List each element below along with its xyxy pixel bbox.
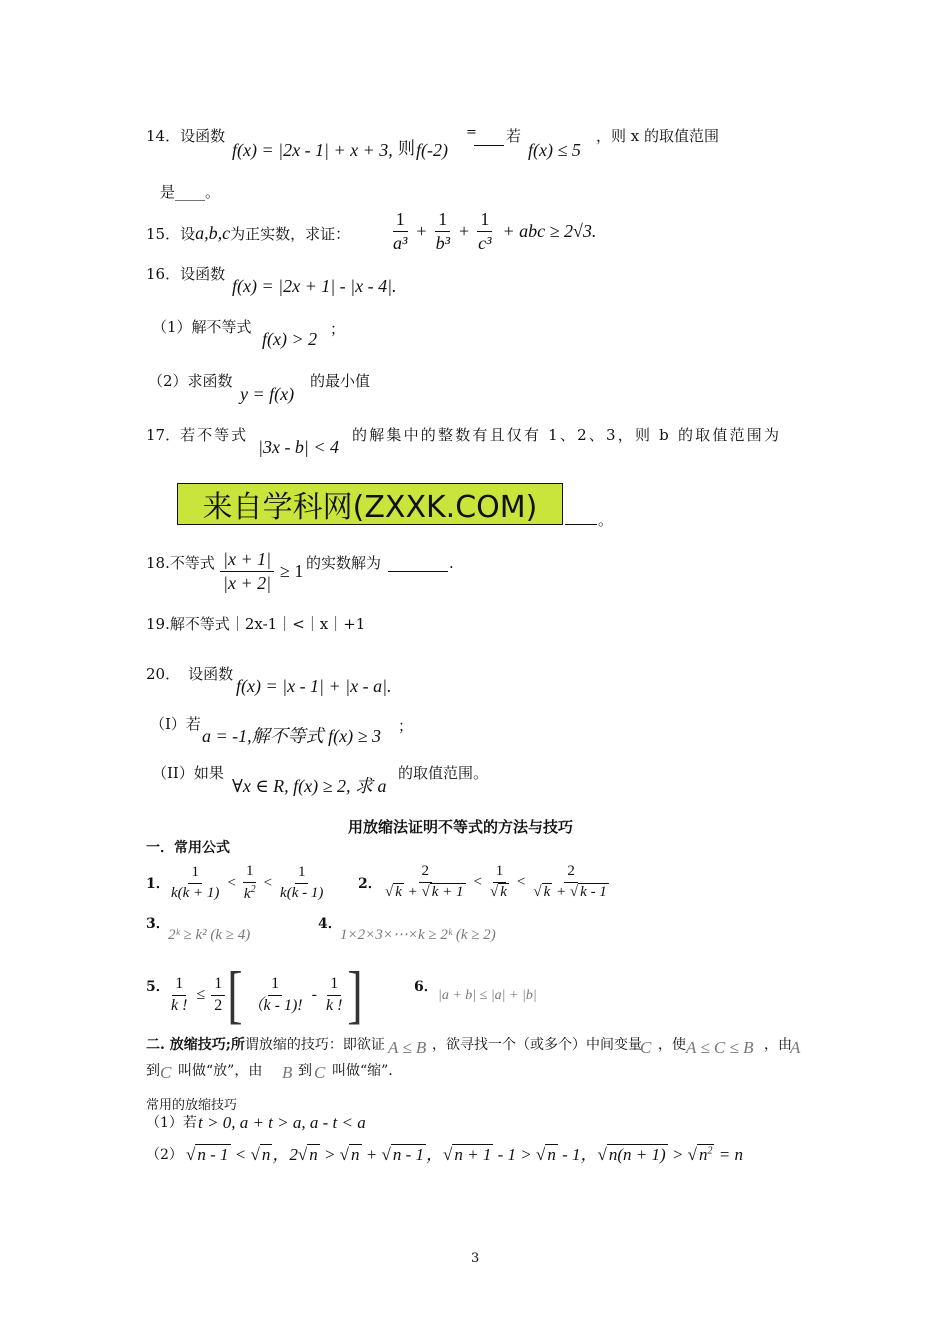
q16-part1: （1）解不等式 (152, 318, 252, 336)
section-line2-d: 叫做“缩”． (332, 1063, 403, 1079)
q18-tail: 的实数解为 (306, 554, 382, 572)
q14-ruo: 若 (506, 127, 522, 145)
q17-line (146, 428, 248, 443)
q20-part2: （II）如果 (152, 764, 224, 782)
q14-cond: f(x) ≤ 5 (528, 140, 581, 160)
section-h1: 一．常用公式 (146, 840, 230, 856)
page-number: 3 (471, 1251, 480, 1266)
formula-6-label: 6． (414, 979, 438, 995)
section-h2-m4: A (790, 1038, 801, 1057)
q17-end: 。 (598, 511, 614, 529)
q15-rhs: + abc ≥ 2√3. (502, 221, 597, 242)
section-h2-m1: A ≤ B (388, 1038, 427, 1057)
q15-number: 15． (146, 225, 181, 243)
q16-part1-end: ； (330, 320, 346, 338)
section-line2-a: 到 (146, 1063, 160, 1079)
q18-number: 18. (146, 554, 170, 572)
formula-3-label: 3． (146, 916, 170, 932)
trick-2-label: （2） (146, 1147, 183, 1163)
section-line2-m3: C (314, 1063, 326, 1082)
q15-formula: $\frac{1}{\text{a³}}$ + $\frac{1}{\text{b³}}$ + $\frac{1}{\text{c³}}$ + abc ≥ 2√3. (388, 210, 596, 253)
q14-tail: ，则 x 的取值范围 (596, 127, 719, 145)
q16-func: f(x) = |2x + 1| - |x - 4|. (232, 276, 397, 296)
q14-blank (474, 144, 504, 146)
formula-6: |a + b| ≤ |a| + |b| (438, 988, 537, 1003)
q14-eq: = (466, 125, 477, 140)
formula-1-label: 1． (146, 876, 170, 892)
q20-part1-end: ； (398, 717, 414, 735)
formula-2: $\frac{2}{√ k + √ k + 1}$ < $\frac{1}{√ k}$ < $\frac{2}{√ k + √ k - 1}$ (385, 863, 607, 900)
q18-blank (388, 570, 448, 572)
q17-number: 17． (146, 426, 181, 444)
q19-text: 19.解不等式｜2x-1｜<｜x｜+1 (146, 615, 366, 633)
q14-number: 14． (146, 127, 181, 145)
q20-line (146, 667, 233, 682)
formula-5: $\frac{1}{k !}$ ≤ $\frac{1}{2}$ [ $\frac{1}{(k - 1)!}$ - $\frac{1}{k !}$ ] (171, 958, 363, 1030)
q16-part2: （2）求函数 (148, 372, 233, 390)
q15-frac1: $\frac{1}{\text{a³}}$ (393, 209, 408, 253)
section-h2-m3: A ≤ C ≤ B (686, 1038, 754, 1057)
q18-end: . (449, 554, 454, 572)
q14-func: f(x) = |2x - 1| + x + 3, (232, 140, 393, 160)
q20-func: f(x) = |x - 1| + |x - a|. (236, 676, 392, 696)
section-h2-text2: ，欲寻找一个（或多个）中间变量 (432, 1037, 642, 1053)
q16-number: 16． (146, 265, 181, 283)
q20-intro: 设函数 (188, 665, 234, 683)
section-line2-m2: B (282, 1063, 293, 1082)
q15-mid: 为正实数，求证： (230, 225, 351, 243)
q14-line2: 是____。 (160, 183, 221, 201)
q20-part1-math: a = -1,解不等式 f(x) ≥ 3 (202, 726, 381, 746)
section-title: 用放缩法证明不等式的方法与技巧 (348, 818, 574, 836)
section-h2-text: 谓放缩的技巧：即欲证 (244, 1037, 385, 1053)
q14-intro: 设函数 (180, 127, 226, 145)
q14-then: 则 (398, 139, 415, 159)
formula-1: $\frac{1}{k(k + 1)}$ < $\frac{1}{k^2}$ < $\frac{1}{k(k - 1)}$ (171, 863, 324, 902)
q20-number: 20． (146, 665, 181, 683)
section-h2-text3: ，使 (658, 1037, 686, 1053)
q20-part2-end: 的取值范围。 (398, 764, 489, 782)
q18-intro: 不等式 (169, 554, 215, 572)
q16-line (146, 267, 225, 282)
q20-part2-math: ∀x ∈ R, f(x) ≥ 2, 求 a (232, 776, 387, 796)
q18-formula: $\frac{|x + 1|}{|x + 2|}$ ≥ 1 (218, 550, 303, 593)
tricks-title: 常用的放缩技巧 (146, 1098, 238, 1113)
q17-tail: 的解集中的整数有且仅有 1、2、3，则 b 的取值范围为 (352, 426, 782, 444)
section-h2-text4: ，由 (764, 1037, 792, 1053)
q18-label (146, 556, 215, 571)
q16-intro: 设函数 (180, 265, 226, 283)
watermark-banner: 来自学科网(ZXXK.COM) (177, 483, 563, 525)
q15-intro: 设 (180, 225, 196, 243)
section-h2-line (146, 1038, 385, 1052)
section-line2-m1: C (160, 1063, 172, 1082)
formula-4-label: 4． (318, 916, 342, 932)
trick-2-math: √ n - 1 < √ n ，2√ n > √ n + √ n - 1 ，√ n + 1 - 1 > √ n - 1，√ n(n + 1) > √ $n^2 = n$ (186, 1145, 743, 1164)
q18-frac: $\frac{|x + 1|}{|x + 2|}$ (220, 550, 274, 593)
trick-1-math: t > 0, a + t > a, a - t < a (198, 1113, 366, 1132)
q15-vars: a,b,c (195, 223, 231, 243)
section-line2-b: 叫做“放”，由 (178, 1063, 263, 1079)
q15-frac2: $\frac{1}{\text{b³}}$ (435, 209, 450, 253)
trick-1-label: （1）若 (146, 1115, 197, 1131)
q14-line1 (146, 129, 225, 144)
formula-4: 1×2×3×⋯×k ≥ 2ᵏ (k ≥ 2) (340, 927, 496, 943)
section-h2-m2: C (640, 1038, 652, 1057)
q16-part2-end: 的最小值 (310, 372, 371, 390)
q17-ineq: |3x - b| < 4 (258, 437, 340, 457)
formula-2-label: 2． (358, 876, 382, 892)
q20-part1: （I）若 (150, 715, 201, 733)
q17-blank (565, 523, 597, 525)
q15-frac3: $\frac{1}{\text{c³}}$ (478, 209, 492, 253)
q16-part2-math: y = f(x) (240, 384, 295, 404)
q14-query: f(-2) (416, 140, 448, 160)
q15-line (146, 224, 350, 242)
q16-part1-math: f(x) > 2 (262, 329, 318, 349)
formula-5-label: 5． (146, 979, 170, 995)
section-line2-c: 到 (298, 1063, 312, 1079)
section-h2-bold: 二. 放缩技巧;所 (146, 1037, 245, 1053)
formula-3: 2ᵏ ≥ k² (k ≥ 4) (168, 927, 251, 943)
q17-intro: 若不等式 (180, 426, 249, 444)
